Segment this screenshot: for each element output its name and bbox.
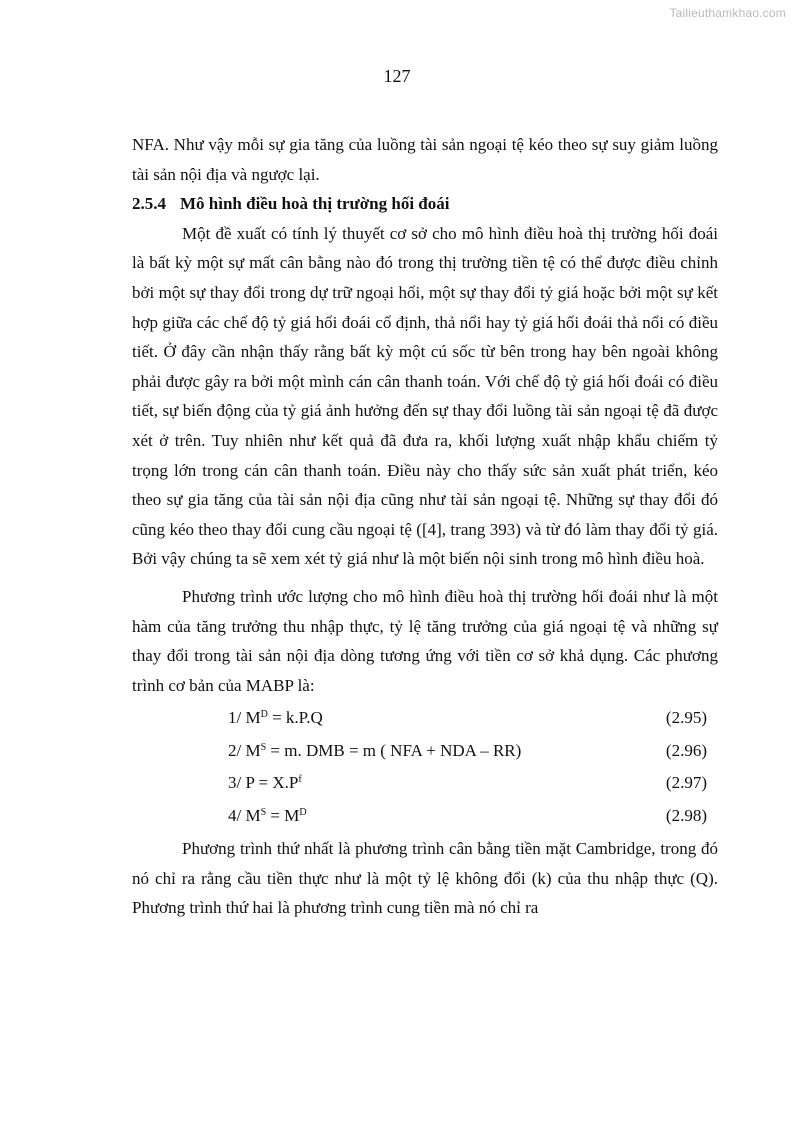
equation-prefix: 2/ M <box>228 740 261 760</box>
watermark: Tailieuthamkhao.com <box>669 6 786 20</box>
equation-prefix: 3/ P = X.P <box>228 773 299 793</box>
paragraph-3: Phương trình thứ nhất là phương trình cân bằng tiền mặt Cambridge, trong đó nó chỉ ra rằng cầu tiền thực như là một tỷ lệ không đổi (k) của thu nhập thực (Q). Phương trình thứ hai là phương trình cung tiền mà nó chỉ ra <box>132 839 718 918</box>
equation-rest: = M <box>266 805 300 825</box>
equation-rest: = m. DMB = m ( NFA + NDA – RR) <box>266 740 522 760</box>
equation-number: (2.97) <box>665 773 707 793</box>
equation-row <box>132 767 718 800</box>
equation-superscript: S <box>260 806 267 818</box>
equation-prefix: 1/ M <box>228 708 261 728</box>
equation-rest: = k.P.Q <box>267 708 323 728</box>
equation-superscript-2: D <box>299 806 307 818</box>
document-body <box>132 130 718 923</box>
section-title: Mô hình điều hoà thị trường hối đoái <box>180 194 450 214</box>
equation-number: (2.95) <box>665 708 707 728</box>
equation-number: (2.96) <box>665 740 707 760</box>
paragraph-1: Một đề xuất có tính lý thuyết cơ sở cho mô hình điều hoà thị trường hối đoái là bất kỳ một sự mất cân bằng nào đó trong thị trường tiền tệ có thể được điều chỉnh bởi một sự thay đổi trong dự trữ ngoại hối, một sự thay đổi tỷ giá hoặc bởi một sự kết hợp giữa các chế độ tỷ giá hối đoái cố định, thả nổi hay tỷ giá hối đoái thả nổi có điều tiết. Ở đây cần nhận thấy rằng bất kỳ một cú sốc từ bên trong hay bên ngoài không phải được gây ra bởi một mình cán cân thanh toán. Với chế độ tỷ giá hối đoái có điều tiết, sự biến động của tỷ giá ảnh hưởng đến sự thay đổi luồng tài sản ngoại tệ đã được xét ở trên. Tuy nhiên như kết quả đã đưa ra, khối lượng xuất nhập khẩu chiếm tỷ trọng lớn trong cán cân thanh toán. Điều này cho thấy sức sản xuất phát triển, kéo theo sự gia tăng của tài sản nội địa cũng như tài sản ngoại tệ. Những sự thay đổi đó cũng kéo theo thay đổi cung cầu ngoại tệ ([4], trang 393) và từ đó làm thay đổi tỷ giá. Bởi vậy chúng ta sẽ xem xét tỷ giá như là một biến nội sinh trong mô hình điều hoà. <box>132 223 718 569</box>
equation-row <box>132 800 718 833</box>
equation-superscript: f <box>298 774 302 786</box>
equation-prefix: 4/ M <box>228 805 261 825</box>
section-heading <box>132 189 718 219</box>
equation-superscript: S <box>260 741 267 753</box>
intro-paragraph: NFA. Như vậy mỗi sự gia tăng của luồng tài sản ngoại tệ kéo theo sự suy giảm luồng tài sản nội địa và ngược lại. <box>132 135 718 184</box>
page-number: 127 <box>383 66 411 86</box>
equation-row <box>132 735 718 768</box>
section-number: 2.5.4 <box>132 194 166 214</box>
equation-list <box>132 702 718 832</box>
equation-superscript: D <box>260 709 268 721</box>
paragraph-2: Phương trình ước lượng cho mô hình điều hoà thị trường hối đoái như là một hàm của tăng trưởng thu nhập thực, tỷ lệ tăng trưởng của giá ngoại tệ và những sự thay đổi trong tài sản nội địa dòng tương ứng với tiền cơ sở khả dụng. Các phương trình cơ bản của MABP là: <box>132 586 718 695</box>
equation-number: (2.98) <box>665 805 707 825</box>
equation-row <box>132 702 718 735</box>
